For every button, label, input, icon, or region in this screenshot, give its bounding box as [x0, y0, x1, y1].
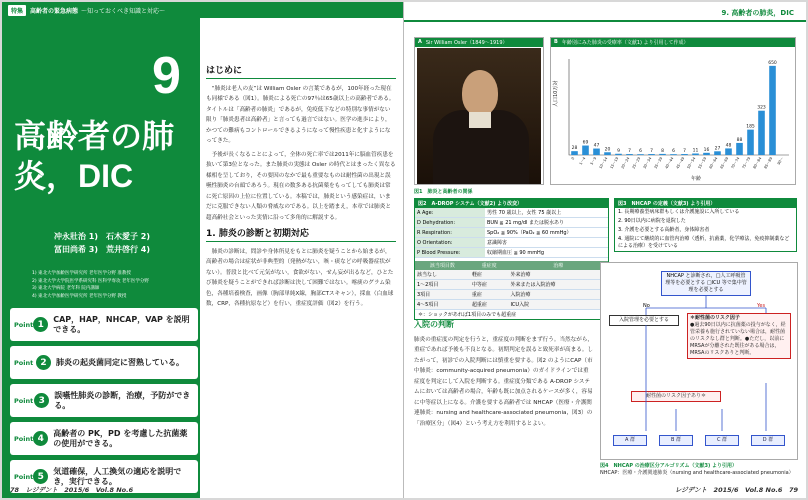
point-item	[10, 346, 198, 379]
chart-tick-label: 85〜89	[763, 156, 774, 170]
osler-portrait	[417, 48, 541, 184]
flow-caption: 図4 NHCAP の治療区分アルゴリズム（文献3) より引用）	[600, 463, 737, 469]
adrop-value: 男性 70 歳以上，女性 75 歳以上	[485, 208, 608, 218]
severity-cell: 超重症	[470, 300, 509, 310]
chart-data-label: 6	[672, 149, 675, 155]
intro-heading: はじめに	[206, 66, 396, 79]
table-row	[415, 228, 608, 238]
severity-cell: 外来治療	[508, 270, 608, 280]
nhcap-criterion: 1. 長期療養型病床群もしくは介護施設に入所している	[618, 209, 740, 215]
point-number: 1	[33, 317, 48, 332]
point-item	[10, 384, 198, 417]
chart-bar	[637, 154, 644, 155]
chart-tick-label: 80〜84	[752, 156, 763, 170]
adrop-box	[414, 198, 609, 320]
chart-tick-label: 25〜29	[631, 156, 642, 170]
table-row	[415, 300, 608, 310]
chapter-number: 9	[152, 47, 181, 105]
chart-data-label: 48	[725, 143, 732, 149]
adrop-key: D Dehydration:	[415, 218, 485, 228]
table-row	[415, 280, 608, 290]
affiliation: 4) 東北大学加齢医学研究所 老年医学分野 教授	[32, 293, 127, 299]
figure-a-title: Sir William Osler（1849〜1919）	[425, 40, 508, 46]
severity-cell: 該当なし	[415, 270, 470, 280]
adrop-key: P Blood Pressure:	[415, 248, 485, 258]
chart-data-label: 88	[736, 137, 743, 143]
chart-data-label: 28	[571, 146, 578, 152]
point-text: 気道確保，人工換気の適応を説明でき，実行できる。	[53, 466, 182, 486]
figure-b-label: B	[554, 39, 558, 45]
figure-4-caption	[600, 462, 800, 476]
table-row	[415, 290, 608, 300]
header-bar	[2, 2, 404, 18]
flow-group-b: B 群	[659, 435, 693, 446]
chart-x-label: 年齢	[691, 176, 702, 182]
severity-cell: 中等症	[470, 280, 509, 290]
running-head: 9. 高齢者の肺炎，DIC	[721, 9, 794, 17]
point-item	[10, 422, 198, 455]
chart-tick-label: 50〜54	[686, 156, 697, 170]
adrop-value: 収縮期血圧 ≦ 90 mmHg	[485, 248, 608, 258]
authors	[54, 230, 150, 256]
flow-no-label: No	[643, 303, 650, 309]
table-row	[415, 218, 608, 228]
chart-data-label: 69	[582, 140, 589, 146]
flow-start: NHCAP と診断され，□人工呼吸管理等を必要とする □ICU 等で集中管理を必要とする	[661, 271, 751, 296]
nhcap-criterion: 4. 通院にて継続的に血管内治療（透析，抗菌薬，化学療法，免疫抑制薬などによる治療）を受けている	[618, 236, 790, 249]
severity-cell: 入院治療	[508, 290, 608, 300]
page-footer-left: 78 レジデント 2015/6 Vol.8 No.6	[10, 486, 134, 494]
nhcap-title: NHCAP の定義（文献3) より引用）	[631, 201, 716, 207]
point-label: Point	[14, 320, 34, 329]
body-text-left	[206, 66, 396, 313]
chart-data-label: 47	[593, 143, 600, 149]
authors-line: 冨田尚希 3) 荒井啓行 4)	[54, 245, 151, 254]
point-text: 高齢者の PK，PD を考慮した抗菌薬の使用ができる。	[53, 428, 188, 448]
chart-bar	[714, 151, 721, 155]
chart-bar	[582, 146, 589, 155]
chart-tick-label: 75〜79	[741, 156, 752, 170]
figure-a-label: A	[418, 39, 422, 45]
points-list	[10, 308, 198, 498]
nhcap-box	[614, 198, 797, 252]
chart-tick-label: 40〜44	[664, 156, 675, 170]
page-spread	[2, 2, 806, 498]
intro-paragraph: 予後が長くなることによって，全体の死亡率では2011年に脳血管疾患を抜いて第3位となった。また肺炎の実態は Osler の時代とはまったく異なる様相を呈しており，その要因のなかで最も重要なものは耐性菌の出現と誤嚥性肺炎の台頭であろう。現在の数多ある抗菌薬をもってしても肺炎は常に死亡原因の上位に位置している。本稿では，肺炎という感染症は，いまだに克服できない人類の脅威なのである。以上を踏まえ，本章では肺炎と超高齢社会といった実情に沿って多角的に解説する。	[206, 151, 396, 221]
table-header-row	[415, 261, 608, 270]
point-text: 肺炎の起炎菌同定に習熟している。	[56, 357, 184, 367]
adrop-value: SpO₂ ≦ 90%（PaO₂ ≦ 60 mmHg）	[485, 228, 608, 238]
flow-resist: 耐性菌のリスク因子あり＊	[631, 391, 721, 402]
chart-bar	[626, 154, 633, 155]
adrop-title: A-DROP システム（文献2) より改変）	[431, 201, 523, 207]
severity-cell: ICU入院	[508, 300, 608, 310]
point-label: Point	[14, 434, 34, 443]
figure-a-header	[415, 38, 543, 47]
nhcap-label: 図3	[618, 201, 627, 207]
nhcap-criterion: 3. 介護を必要とする高齢者，身体障害者	[618, 227, 710, 233]
severity-header: 治療	[508, 261, 608, 270]
adrop-key: A Age:	[415, 208, 485, 218]
chapter-title: 高齢者の肺炎，DIC	[14, 118, 175, 194]
adrop-note: ＊：ショックがあれば1項目のみでも超重症	[418, 312, 517, 318]
portrait-collar	[469, 112, 491, 128]
table-row	[415, 238, 608, 248]
flow-risk-title: ＊耐性菌のリスク因子	[690, 315, 740, 321]
flow-group-a: A 群	[613, 435, 647, 446]
affiliation: 2) 東北大学大学院医学系研究科 医科学専攻 老年医学分野	[32, 278, 149, 284]
section-heading: 1. 肺炎の診断と初期対応	[206, 229, 396, 242]
chart-tick-label: 65〜69	[719, 156, 730, 170]
chart-tick-label: 20〜24	[620, 156, 631, 170]
flow-risk-text: ●過去90日以内に抗菌薬の投与がなく，経管栄養も施行されていない場合は，耐性菌のリスクなし群と判断。●ただし，以前にMRSAが分離された既往がある場合は，MRSAのリスクありと判断。	[690, 322, 786, 356]
nhcap-criterion: 2. 90日以内に病院を退院した	[618, 218, 686, 224]
point-text: 誤嚥性肺炎の診断，治療，予防ができる。	[54, 390, 191, 410]
point-text: CAP，HAP，NHCAP，VAP を説明できる。	[53, 314, 190, 334]
chart-tick-label: 30〜34	[642, 156, 653, 170]
point-number: 4	[33, 431, 48, 446]
point-number: 5	[33, 469, 48, 484]
right-page	[404, 2, 806, 498]
chart-tick-label: 35〜39	[653, 156, 664, 170]
severity-header: 重症度	[470, 261, 509, 270]
authors-line: 冲永壯治 1) 石木愛子 2)	[54, 232, 151, 241]
header-tag: 特集	[8, 5, 26, 16]
figure-1-caption: 図1 肺炎と高齢者の関係	[414, 189, 473, 195]
chart-data-label: 16	[703, 147, 710, 153]
chart-data-label: 11	[692, 148, 699, 154]
flow-group-d: D 群	[751, 435, 785, 446]
chart-tick-label: 10〜14	[598, 156, 609, 170]
chart-bar	[593, 149, 600, 155]
chart-tick-label: 1〜4	[578, 156, 587, 166]
chart-data-label: 323	[757, 105, 766, 111]
adrop-value: 意識障害	[485, 238, 608, 248]
chart-data-label: 9	[617, 148, 620, 154]
chart-data-label: 27	[714, 146, 721, 152]
chart-bar	[725, 148, 732, 155]
chart-y-label: 人口10万対	[553, 80, 559, 107]
chart-bar	[692, 153, 699, 155]
chart-data-label: 650	[768, 60, 777, 66]
point-item	[10, 308, 198, 341]
adrop-header	[415, 199, 608, 208]
chart-bar	[769, 66, 776, 155]
adrop-table	[415, 208, 608, 258]
chart-bar	[615, 154, 622, 155]
chart-data-label: 7	[683, 149, 686, 155]
chart-data-label: 185	[746, 124, 755, 130]
chart-data-label: 7	[650, 149, 653, 155]
chart-tick-label: 45〜49	[675, 156, 686, 170]
chart-bar	[736, 143, 743, 155]
section-paragraph: 肺炎の診断は，問診や身体所見をもとに肺炎を疑うことから始まるが，高齢者の場合は症状が非典型的（発熱がない，咳・痰などの呼吸器症状がない）。普段と比べて元気がない，食欲がない，せん妄が出るなど，ひとたび肺炎を疑うことができれば診断は決して困難ではない。喀痰のグラム染色，各種培養検査，画像（胸部単純X線，胸部CTスキャン），採血（白血球数，CRP，各種抗原など）を行い，重症度評価（図2）を行う。	[206, 248, 394, 307]
adrop-label: 図2	[418, 201, 427, 207]
chart-data-label: 7	[628, 149, 631, 155]
flow-hospital: 入院管理を必要とする	[609, 315, 679, 326]
affiliation: 3) 東北大学病院 老年科 院内講師	[32, 286, 100, 291]
chart-bar	[758, 111, 765, 155]
section-heading: 入院の判断	[414, 320, 454, 329]
flow-caption-sub: NHCAP：医療・介護関連肺炎（nursing and healthcare-associated pneumonia）	[600, 470, 794, 476]
severity-table	[415, 261, 608, 310]
chart-bar	[604, 152, 611, 155]
table-row	[415, 270, 608, 280]
point-label: Point	[14, 396, 34, 405]
page-footer-right: レジデント 2015/6 Vol.8 No.6 79	[674, 486, 798, 494]
chart-tick-label: 5〜9	[589, 156, 598, 166]
figure-b-header	[551, 38, 795, 47]
affiliation: 1) 東北大学加齢医学研究所 老年医学分野 准教授	[32, 271, 131, 276]
figure-chart	[550, 37, 796, 185]
severity-cell: 軽症	[470, 270, 509, 280]
chart-bar	[571, 151, 578, 155]
flow-arrows	[601, 263, 797, 459]
portrait-face	[462, 70, 498, 116]
chart-axes	[569, 59, 789, 155]
figure-b-title: 年齢別にみた肺炎の受療率（文献1) より引用して作成）	[561, 40, 689, 46]
section-paragraph: 肺炎の重症度の判定を行うと，重症度の判断をまず行う。当然ながら，重症であれば予後も不良となる。初期判定を誤ると致死率が高まる。したがって，初診での入院判断には慎重を要する。図2 のようにCAP（市中肺炎：community-acquired pneumonia）のガイドラインでは重症度を判定にして入院を判断する。重症度分類である A-DROP システムにおいては高齢者の場合，年齢も既に加点されるケースが多く，容易に中等症以上になる。介護を要する高齢者では NHCAP（医療・介護関連肺炎：nursing and healthcare-associated pneumonia，図3）の「治療区分」（図4）という考え方を利用するとよい。	[414, 336, 594, 427]
adrop-key: R Respiration:	[415, 228, 485, 238]
chart-data-label: 6	[639, 149, 642, 155]
point-number: 2	[36, 355, 51, 370]
chart-tick-label: 70〜74	[730, 156, 741, 170]
adrop-key: O Orientation:	[415, 238, 485, 248]
adrop-value: BUN ≧ 21 mg/dl または脱水あり	[485, 218, 608, 228]
chart-tick-label: 0	[570, 156, 576, 161]
header-rule	[404, 20, 806, 22]
header-title: 高齢者の緊急病態	[30, 7, 79, 15]
point-number: 3	[34, 393, 49, 408]
point-label: Point	[14, 358, 34, 367]
table-row	[415, 248, 608, 258]
flow-yes-label: Yes	[757, 303, 766, 309]
chart-tick-label: 60〜64	[708, 156, 719, 170]
body-text-right	[414, 320, 594, 429]
chart-data-label: 8	[661, 148, 664, 154]
severity-cell: 1〜2項目	[415, 280, 470, 290]
chart-bar	[703, 153, 710, 155]
point-label: Point	[14, 472, 34, 481]
chart-bar	[648, 154, 655, 155]
intro-paragraph: “肺炎は老人の友”は William Osler の言葉であるが，100年経った現在も同様である（図1）。肺炎による死亡の97％は65歳以上の高齢者である。タイトルは「高齢者の肺炎」であるが，免疫低下などの特別な事情がない限り「肺炎患者は高齢者」と言っても過言ではない。医学の進歩により，かつての難病もコントロールできるようになって慢性疾患と化すようになってきた。	[206, 85, 395, 144]
header-subtitle: 〜知っておくべき知識と対応〜	[81, 7, 166, 15]
severity-cell: 外来または入院治療	[508, 280, 608, 290]
chart-tick-label: 55〜59	[697, 156, 708, 170]
chart-bar	[747, 130, 754, 155]
nhcap-flowchart	[600, 262, 798, 460]
chart-bar	[659, 154, 666, 155]
figure-osler	[414, 37, 544, 185]
chart-tick-label: 90〜	[776, 156, 785, 166]
pneumonia-rate-chart	[551, 47, 795, 183]
left-page	[2, 2, 404, 498]
severity-cell: 重症	[470, 290, 509, 300]
flow-group-c: C 群	[705, 435, 739, 446]
nhcap-header	[615, 199, 796, 208]
chart-tick-label: 15〜19	[609, 156, 620, 170]
chart-bar	[670, 154, 677, 155]
affiliations	[32, 270, 149, 300]
severity-cell: 3項目	[415, 290, 470, 300]
severity-cell: 4〜5項目	[415, 300, 470, 310]
chart-data-label: 20	[604, 147, 611, 153]
chart-bar	[681, 154, 688, 155]
severity-header: 該当項目数	[415, 261, 470, 270]
table-row	[415, 208, 608, 218]
